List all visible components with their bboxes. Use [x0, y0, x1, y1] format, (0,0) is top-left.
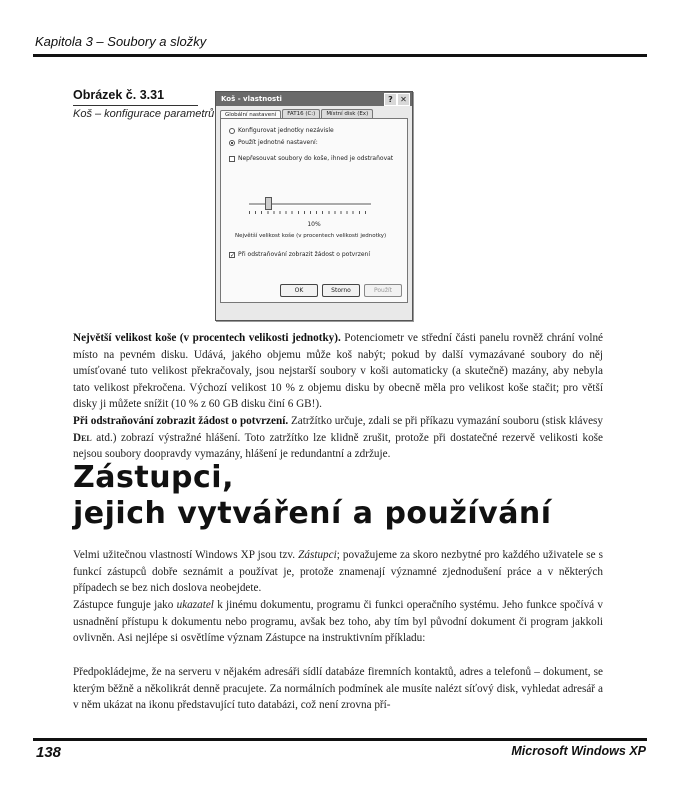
footer-rule — [33, 738, 647, 741]
del-key: Del — [73, 431, 92, 444]
p2-body-a: Zatržítko určuje, zdali se při příkazu vymazání souboru (stisk klávesy — [288, 415, 604, 427]
recycle-bin-properties-dialog — [215, 91, 413, 321]
close-button[interactable]: ✕ — [397, 93, 410, 106]
paragraph-shortcuts-intro — [73, 547, 603, 597]
header-rule — [33, 54, 647, 57]
radio-single-option[interactable] — [229, 139, 318, 146]
radio-independent[interactable] — [229, 128, 235, 134]
dialog-tabs — [220, 109, 412, 118]
tab-local-disk[interactable]: Místní disk (Ex) — [321, 109, 373, 118]
page-number: 138 — [36, 744, 62, 761]
section-heading — [73, 460, 552, 532]
checkbox-confirm-label: Při odstraňování zobrazit žádost o potvrzení — [238, 251, 371, 258]
slider-value: 10% — [307, 221, 321, 228]
tab-global[interactable]: Globální nastavení — [220, 110, 281, 119]
slider-label: Největší velikost koše (v procentech velikosti jednotky) — [235, 233, 387, 239]
dialog-title: Koš - vlastnosti — [221, 95, 282, 103]
p3-body-b: ; považujeme za skoro nezbytné pro každého uživatele se s funkcí zástupců dobře seznámit a používat je, protože znamenají významné zjednodušení práce a v některých případech se bez nich doslova neobejdete. — [73, 549, 603, 595]
p3-body-a: Velmi užitečnou vlastností Windows XP jsou tzv. — [73, 549, 299, 561]
checkbox-delete-label: Nepřesouvat soubory do koše, ihned je odstraňovat — [238, 155, 394, 162]
checkbox-delete[interactable] — [229, 156, 235, 162]
heading-line-2: jejich vytváření a používání — [73, 496, 552, 531]
paragraph-example: Předpokládejme, že na serveru v nějakém adresáři sídlí databáze firemních kontaktů, adres a telefonů – dokument, se kterým běžně a několikrát denně pracujete. Za normálních podmínek ale musíte nalézt síťový disk, vyhledat adresář a v něm ukázat na ikonu představující tuto databázi, což není zrovna pří- — [73, 666, 603, 712]
checkbox-delete-option[interactable] — [229, 155, 393, 162]
checkbox-confirm[interactable]: ✓ — [230, 251, 236, 259]
p2-body-b: atd.) zobrazí výstražné hlášení. Toto zatržítko lze klidně zrušit, protože při dostatečné rezervě velikosti koše nejsou soubory doopravdy vymazány, hlášení je redundantní a zdržuje. — [73, 431, 603, 461]
book-title: Microsoft Windows XP — [511, 744, 646, 758]
p2-lead: Při odstraňování zobrazit žádost o potvrzení. — [73, 415, 289, 427]
p1-body: Potenciometr ve střední části panelu rovněž chrání volné místo na pevném disku. Udává, jakého objemu může koš nabýt; pokud by další vymazávané soubory do něj umísťované tuto velikost překračovaly, jsou nejstarší soubory v koši automaticky (a skutečně) mazány, aby nebyla tato velikost překročena. Výchozí velikost 10 % z objemu disku by obecně měla pro velikost koše stačit; pro větší disky ji můžete snížit (10 % z 60 GB disku činí 6 GB!). — [73, 332, 604, 411]
dialog-titlebar — [216, 92, 412, 106]
slider-ticks — [249, 211, 371, 214]
dialog-buttons — [280, 284, 402, 297]
heading-line-1: Zástupci, — [73, 460, 234, 495]
radio-single[interactable] — [229, 140, 235, 146]
p3-italic: Zástupci — [298, 549, 337, 561]
size-slider-thumb[interactable] — [265, 197, 272, 210]
radio-independent-option[interactable] — [229, 127, 334, 134]
p1-lead: Největší velikost koše (v procentech velikosti jednotky). — [73, 332, 341, 344]
apply-button[interactable]: Použít — [364, 284, 402, 297]
p4-body-a: Zástupce funguje jako — [73, 599, 177, 611]
paragraph-max-size — [73, 330, 603, 413]
ok-button[interactable]: OK — [280, 284, 318, 297]
settings-panel — [220, 118, 408, 303]
cancel-button[interactable]: Storno — [322, 284, 360, 297]
p4-italic: ukazatel — [176, 599, 214, 611]
figure-caption: Koš – konfigurace parametrů — [73, 108, 215, 120]
figure-title: Obrázek č. 3.31 — [73, 88, 198, 106]
chapter-title: Kapitola 3 – Soubory a složky — [35, 34, 207, 49]
radio-single-label: Použít jednotné nastavení: — [238, 139, 318, 146]
p4-body-b: k jinému dokumentu, programu či funkci operačního systému. Jeho funkce spočívá v usnadnění přístupu k dokumentu nebo programu, avšak bez toho, aby tím byl původní dokument či program jakkoli ovlivněn. Asi nejlépe si osvětlíme význam Zástupce na instruktivním příkladu: — [73, 599, 603, 645]
checkbox-confirm-option[interactable] — [229, 251, 370, 258]
tab-fat16[interactable]: FAT16 (C:) — [282, 109, 320, 118]
paragraph-shortcut-function — [73, 597, 603, 647]
radio-independent-label: Konfigurovat jednotky nezávisle — [238, 127, 334, 134]
help-button[interactable]: ? — [384, 93, 397, 106]
paragraph-confirm — [73, 413, 603, 463]
